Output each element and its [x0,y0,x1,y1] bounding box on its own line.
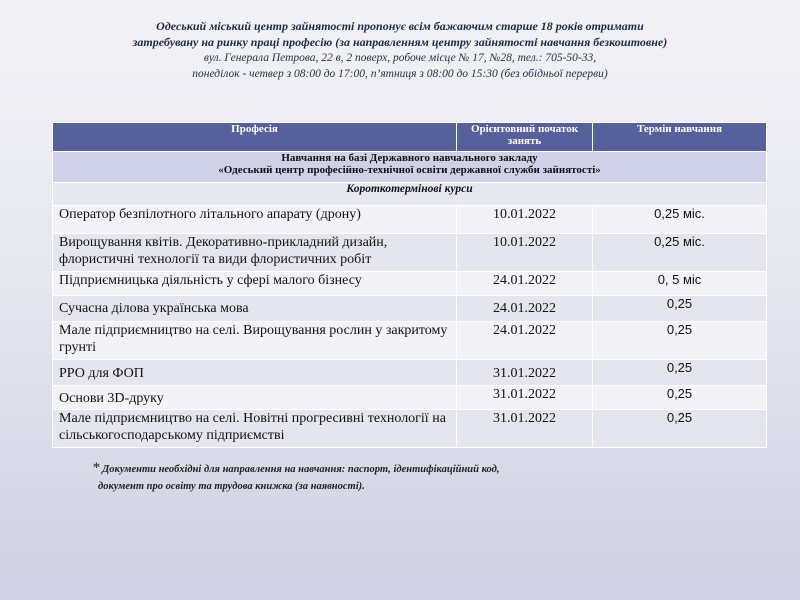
profession-cell: Мале підприємництво на селі. Вирощування рослин у закритому грунті [53,322,457,360]
start-date-cell: 24.01.2022 [457,272,593,296]
duration-cell: 0,25 [593,360,767,386]
section-line-2: «Одеський центр професійно-технічної освіти державної служби зайнятості» [218,164,601,176]
section-row [53,152,767,183]
duration-cell: 0,25 міс. [593,234,767,272]
column-header-profession: Професія [53,123,457,152]
duration-cell: 0,25 міс. [593,206,767,234]
start-date-cell: 31.01.2022 [457,386,593,410]
subsection-title: Короткотермінові курси [53,183,767,206]
table-header-row [53,123,767,152]
table-row [53,360,767,386]
courses-table [52,122,767,448]
table-row [53,410,767,448]
profession-cell: Підприємницька діяльність у сфері малого бізнесу [53,272,457,296]
duration-cell: 0, 5 міс [593,272,767,296]
table-row [53,272,767,296]
footnote-line-1 [92,460,692,478]
table-row [53,296,767,322]
header-line-2: затребувану на ринку праці професію (за направленням центру зайнятості навчання безкоштовне) [132,35,668,49]
duration-cell: 0,25 [593,322,767,360]
table-row [53,322,767,360]
header-address: вул. Генерала Петрова, 22 в, 2 поверх, робоче місце № 17, №28, тел.: 705-50-33, [203,52,597,64]
footnote-star: * [92,460,100,476]
section-line-1: Навчання на базі Державного навчального закладу [281,152,538,164]
footnote-line-2: документ про освіту та трудова книжка (за наявності). [98,481,365,492]
profession-cell: Основи 3D-друку [53,386,457,410]
start-date-cell: 10.01.2022 [457,206,593,234]
column-header-duration: Термін навчання [593,123,767,152]
profession-cell: Сучасна ділова українська мова [53,296,457,322]
footnote-text-1: Документи необхідні для направлення на навчання: паспорт, ідентифікаційний код, [102,464,500,475]
duration-cell: 0,25 [593,386,767,410]
start-date-cell: 31.01.2022 [457,360,593,386]
table-row [53,234,767,272]
section-title [53,152,767,183]
header-line-1: Одеський міський центр зайнятості пропонує всім бажаючим старше 18 років отримати [156,19,644,33]
table-row [53,386,767,410]
profession-cell: Оператор безпілотного літального апарату (дрону) [53,206,457,234]
column-header-start: Орієнтовний початок занять [457,123,593,152]
profession-cell: Вирощування квітів. Декоративно-прикладний дизайн, флористичні технології та види флористичних робіт [53,234,457,272]
start-date-cell: 24.01.2022 [457,296,593,322]
start-date-cell: 10.01.2022 [457,234,593,272]
profession-cell: Мале підприємництво на селі. Новітні прогресивні технології на сільськогосподарському підприємстві [53,410,457,448]
footnote [92,460,692,495]
start-date-cell: 24.01.2022 [457,322,593,360]
profession-cell: РРО для ФОП [53,360,457,386]
subsection-row [53,183,767,206]
duration-cell: 0,25 [593,296,767,322]
table-row [53,206,767,234]
header-schedule: понеділок - четвер з 08:00 до 17:00, п’ятниця з 08:00 до 15:30 (без обідньої перерви) [192,68,608,80]
page-header [60,18,740,82]
duration-cell: 0,25 [593,410,767,448]
start-date-cell: 31.01.2022 [457,410,593,448]
